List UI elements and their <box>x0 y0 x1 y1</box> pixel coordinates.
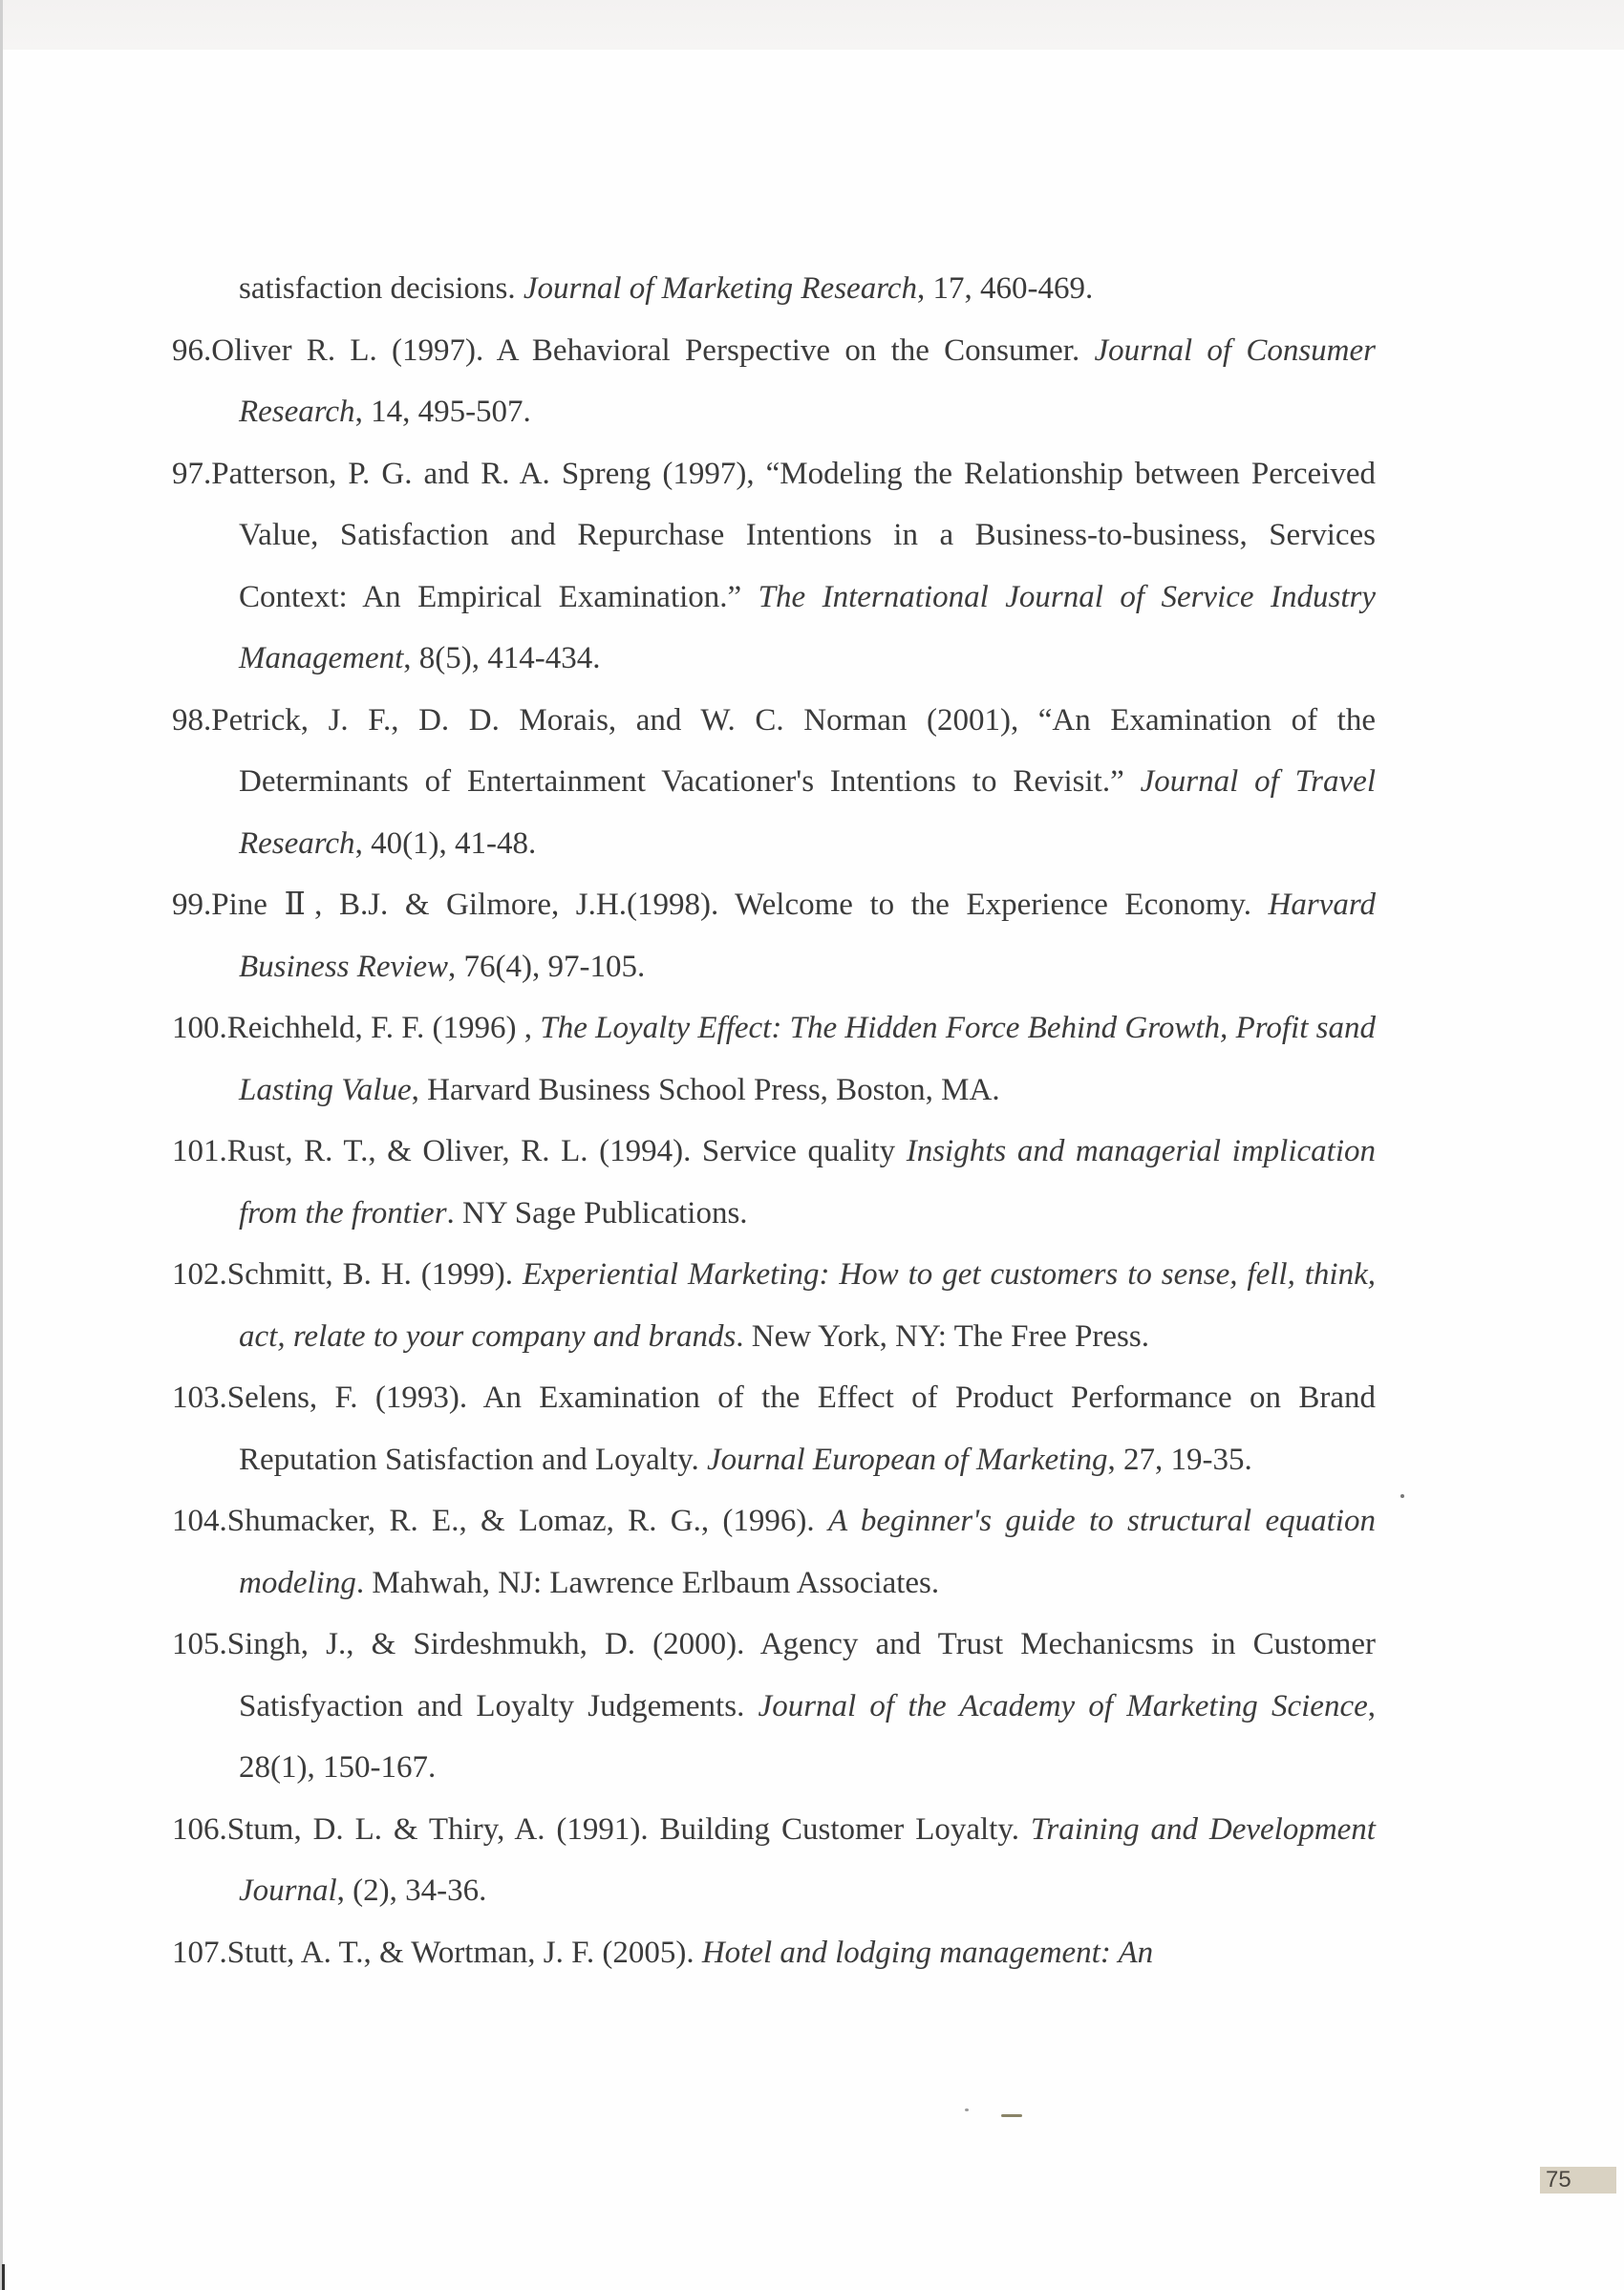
page-number: 75 <box>1540 2167 1616 2194</box>
reference-source-title: Journal of Consumer Research <box>239 332 1376 429</box>
scan-left-edge <box>0 0 3 2290</box>
reference-number: 99. <box>172 888 212 922</box>
reference-source-title: The Loyalty Effect: The Hidden Force Behind Growth, Profit sand Lasting Value <box>239 1011 1376 1107</box>
reference-text: Pine Ⅱ, B.J. & Gilmore, J.H.(1998). Welcome to the Experience Economy. <box>211 888 1269 922</box>
reference-number: 107. <box>172 1935 227 1970</box>
reference-source-title: A beginner's guide to structural equation modeling <box>239 1504 1376 1600</box>
reference-source-title: Journal European of Marketing <box>707 1442 1108 1477</box>
reference-entry <box>172 1121 1376 1244</box>
scan-left-edge-mark <box>2 2264 5 2290</box>
reference-number: 102. <box>172 1257 227 1292</box>
reference-number: 98. <box>172 702 212 738</box>
reference-text: . New York, NY: The Free Press. <box>736 1318 1149 1354</box>
reference-text: satisfaction decisions. <box>239 271 524 306</box>
reference-text: Selens, F. (1993). An Examination of the Effect of Product Performance on Brand Reputation Satisfaction and Loyalty. <box>226 1380 1376 1477</box>
scan-speck <box>965 2108 969 2111</box>
reference-source-title: The International Journal of Service Industry Management <box>239 579 1376 675</box>
reference-text: Patterson, P. G. and R. A. Spreng (1997), “Modeling the Relationship between Perceived Value, Satisfaction and Repurchase Intentions in a Business-to-business, Services Context: An Empirical Examination.” <box>211 456 1376 614</box>
reference-entry <box>172 874 1376 997</box>
reference-source-title: Journal of Travel Research <box>239 764 1376 861</box>
reference-text: Stutt, A. T., & Wortman, J. F. (2005). <box>226 1935 702 1970</box>
reference-text: , Harvard Business School Press, Boston, MA. <box>411 1072 1000 1107</box>
reference-entry <box>172 1614 1376 1799</box>
reference-text: , (2), 34-36. <box>336 1873 487 1908</box>
reference-entry <box>172 1367 1376 1490</box>
reference-entry <box>172 1490 1376 1614</box>
reference-source-title: Experiential Marketing: How to get customers to sense, fell, think, act, relate to your company and brands <box>239 1257 1376 1354</box>
reference-entry <box>172 258 1376 320</box>
reference-number: 103. <box>172 1380 227 1415</box>
reference-text: Rust, R. T., & Oliver, R. L. (1994). Service quality <box>226 1134 907 1168</box>
reference-text: , 14, 495-507. <box>354 395 531 429</box>
reference-source-title: Training and Development Journal <box>239 1811 1376 1908</box>
reference-number: 106. <box>172 1811 227 1847</box>
reference-entry <box>172 443 1376 690</box>
reference-entry <box>172 997 1376 1121</box>
reference-text: Stum, D. L. & Thiry, A. (1991). Building Customer Loyalty. <box>226 1811 1031 1847</box>
reference-text: Oliver R. L. (1997). A Behavioral Perspective on the Consumer. <box>211 332 1095 368</box>
reference-text: Shumacker, R. E., & Lomaz, R. G., (1996). <box>226 1504 828 1538</box>
scan-top-band <box>0 0 1624 50</box>
reference-text: , 17, 460-469. <box>916 271 1094 306</box>
reference-entry <box>172 320 1376 443</box>
reference-source-title: Journal of Marketing Research <box>523 271 917 306</box>
reference-source-title: Insights and managerial implication from the frontier <box>239 1134 1376 1231</box>
reference-list <box>172 258 1376 1983</box>
reference-number: 104. <box>172 1504 227 1538</box>
reference-number: 101. <box>172 1134 227 1168</box>
reference-text: , 76(4), 97-105. <box>448 949 646 984</box>
reference-text: , 8(5), 414-434. <box>403 641 601 675</box>
reference-number: 97. <box>172 456 212 491</box>
reference-text: . NY Sage Publications. <box>446 1195 748 1231</box>
reference-text: . Mahwah, NJ: Lawrence Erlbaum Associates. <box>355 1565 940 1600</box>
reference-text: , 28(1), 150-167. <box>239 1688 1376 1785</box>
reference-entry <box>172 1922 1376 1984</box>
reference-text: Petrick, J. F., D. D. Morais, and W. C. Norman (2001), “An Examination of the Determinants of Entertainment Vacationer's Intentions to Revisit.” <box>211 702 1376 799</box>
reference-entry <box>172 690 1376 875</box>
reference-number: 105. <box>172 1627 227 1661</box>
reference-entry <box>172 1799 1376 1922</box>
reference-source-title: Hotel and lodging management: An <box>701 1935 1154 1970</box>
reference-text: Singh, J., & Sirdeshmukh, D. (2000). Agency and Trust Mechanicsms in Customer Satisfyaction and Loyalty Judgements. <box>226 1627 1376 1723</box>
scan-speck <box>1001 2114 1022 2117</box>
reference-text: Schmitt, B. H. (1999). <box>226 1257 523 1292</box>
scan-speck <box>1400 1494 1404 1498</box>
reference-text: , 27, 19-35. <box>1107 1442 1252 1477</box>
reference-source-title: Journal of the Academy of Marketing Science <box>758 1688 1368 1723</box>
reference-number: 96. <box>172 332 212 368</box>
reference-source-title: Harvard Business Review <box>239 888 1376 984</box>
reference-text: , 40(1), 41-48. <box>354 825 537 861</box>
reference-number: 100. <box>172 1011 227 1045</box>
reference-entry <box>172 1244 1376 1367</box>
reference-text: Reichheld, F. F. (1996) , <box>226 1011 541 1045</box>
